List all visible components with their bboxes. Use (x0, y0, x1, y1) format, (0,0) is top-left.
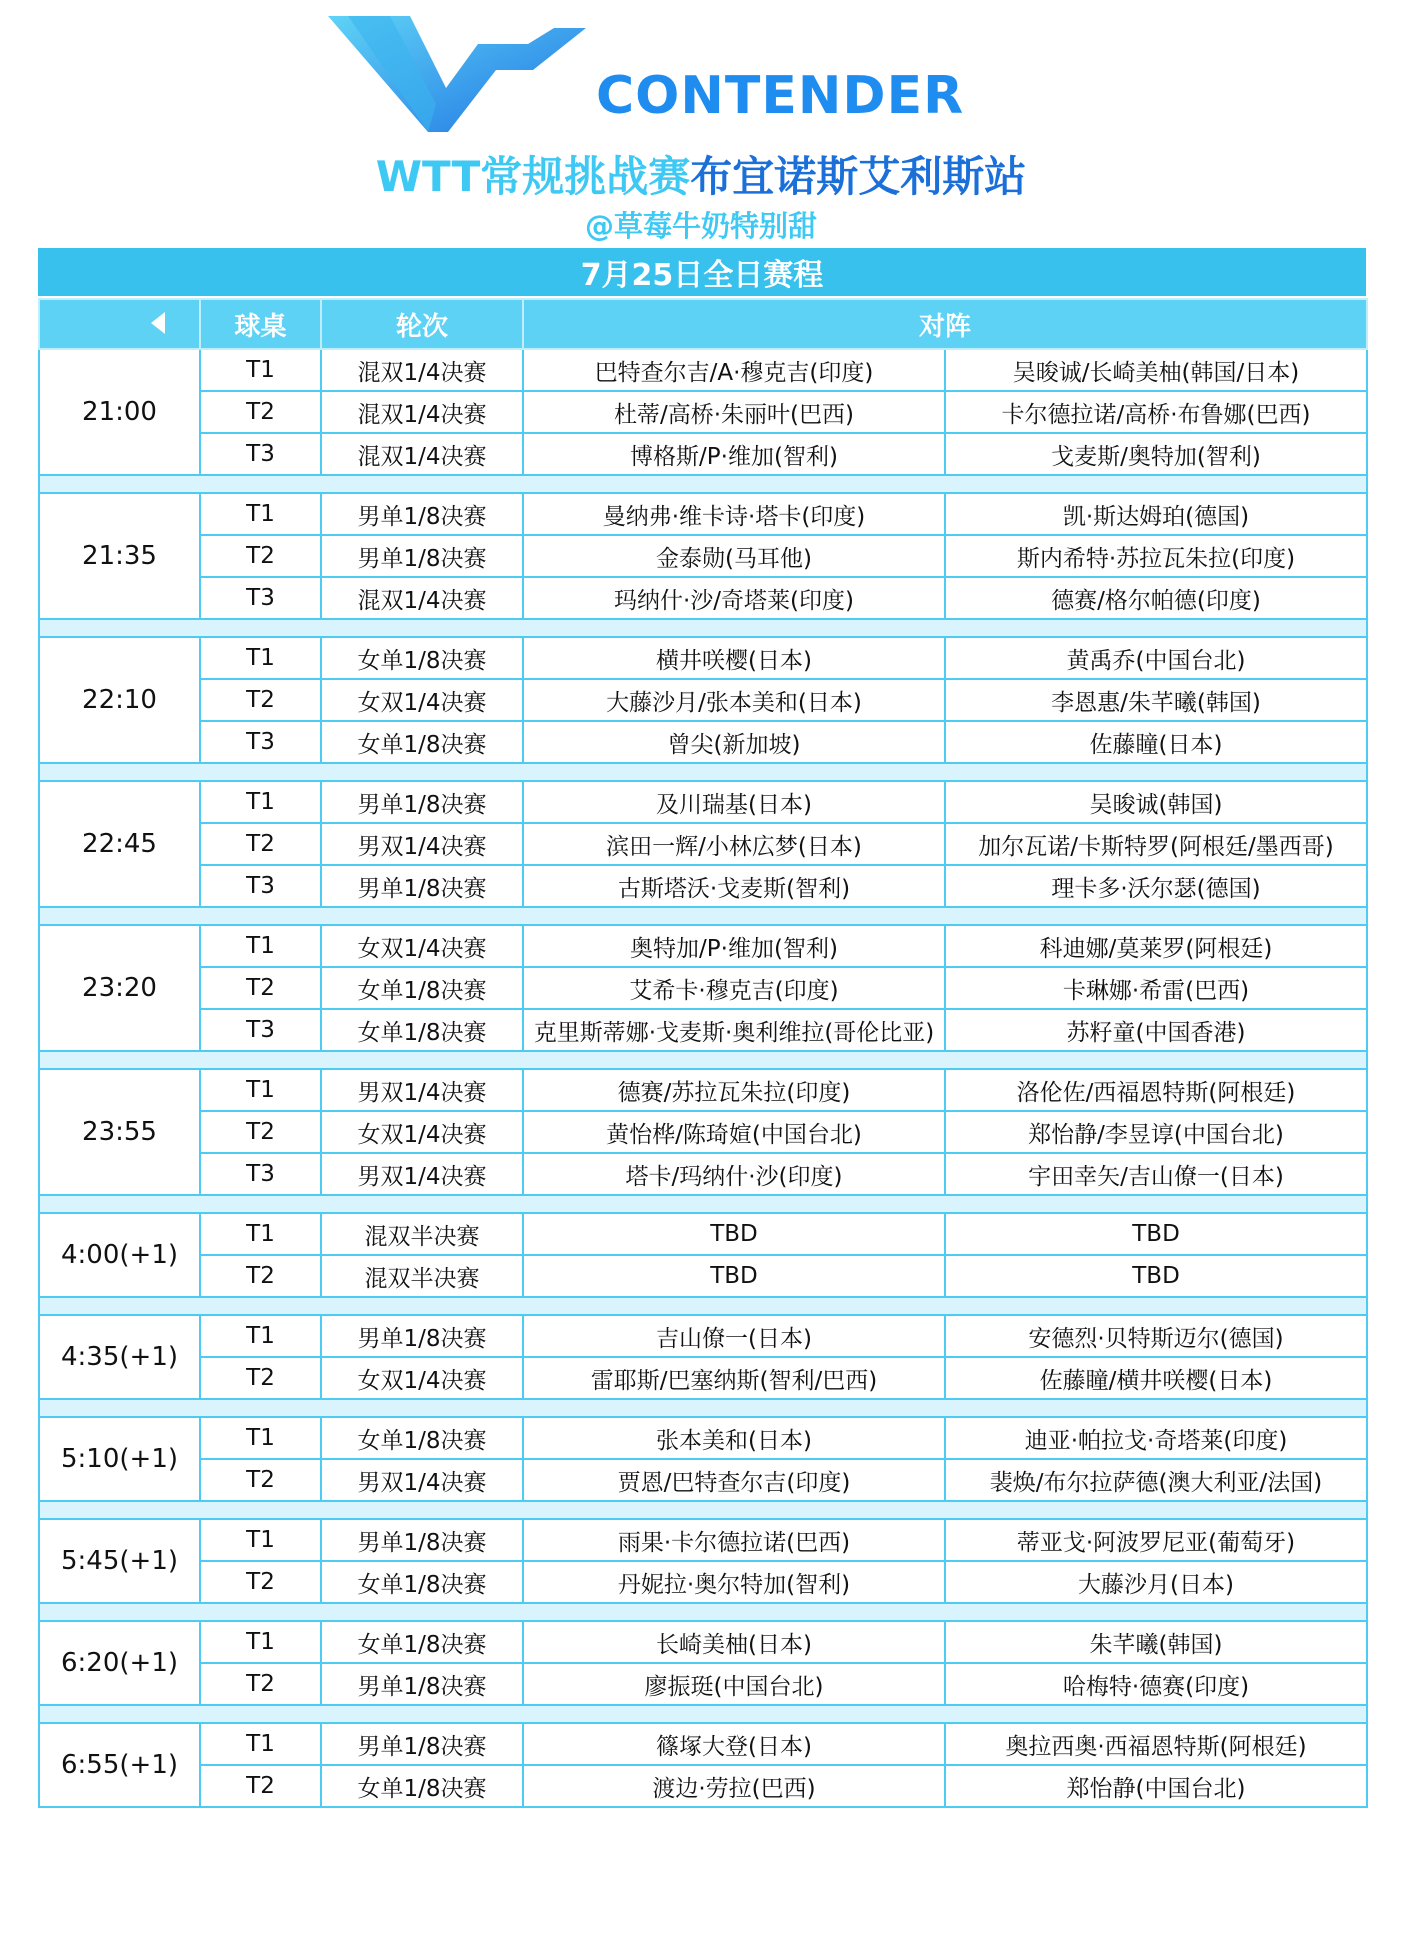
slot-separator (39, 1195, 1367, 1213)
separator-cell (39, 1195, 1367, 1213)
match-round: 混双1/4决赛 (321, 349, 523, 391)
author-credit: @草莓牛奶特别甜 (584, 209, 817, 243)
player-one: 篠塚大登(日本) (523, 1723, 945, 1765)
player-one: 博格斯/P·维加(智利) (523, 433, 945, 475)
time-slot: 4:00(+1) (39, 1213, 200, 1297)
slot-separator (39, 1501, 1367, 1519)
match-round: 男单1/8决赛 (321, 1519, 523, 1561)
separator-cell (39, 1399, 1367, 1417)
match-round: 男单1/8决赛 (321, 781, 523, 823)
match-round: 女双1/4决赛 (321, 925, 523, 967)
player-two: 安德烈·贝特斯迈尔(德国) (945, 1315, 1367, 1357)
table-number: T1 (200, 781, 321, 823)
player-two: 李恩惠/朱芊曦(韩国) (945, 679, 1367, 721)
player-one: 克里斯蒂娜·戈麦斯·奥利维拉(哥伦比亚) (523, 1009, 945, 1051)
separator-cell (39, 475, 1367, 493)
table-number: T1 (200, 1417, 321, 1459)
event-title-city: 布宜诺斯艾利斯站 (690, 152, 1027, 201)
table-number: T1 (200, 1315, 321, 1357)
player-one: 廖振珽(中国台北) (523, 1663, 945, 1705)
match-round: 男单1/8决赛 (321, 1723, 523, 1765)
slot-separator (39, 475, 1367, 493)
match-round: 混双1/4决赛 (321, 577, 523, 619)
schedule-date-title: 7月25日全日赛程 (38, 248, 1366, 298)
slot-separator (39, 1297, 1367, 1315)
table-number: T1 (200, 1723, 321, 1765)
table-number: T2 (200, 535, 321, 577)
table-row (39, 925, 1367, 967)
player-two: 科迪娜/莫莱罗(阿根廷) (945, 925, 1367, 967)
table-header-row (39, 299, 1367, 349)
slot-separator (39, 1399, 1367, 1417)
player-one: 雷耶斯/巴塞纳斯(智利/巴西) (523, 1357, 945, 1399)
table-row (39, 1111, 1367, 1153)
player-two: 郑怡静(中国台北) (945, 1765, 1367, 1807)
player-one: 横井咲樱(日本) (523, 637, 945, 679)
player-two: 蒂亚戈·阿波罗尼亚(葡萄牙) (945, 1519, 1367, 1561)
table-row (39, 1765, 1367, 1807)
table-row (39, 493, 1367, 535)
separator-cell (39, 1705, 1367, 1723)
header-time-cell (39, 299, 200, 349)
time-slot: 5:10(+1) (39, 1417, 200, 1501)
player-one: 吉山僚一(日本) (523, 1315, 945, 1357)
brand-name: CONTENDER (596, 66, 965, 126)
time-slot: 21:35 (39, 493, 200, 619)
table-number: T2 (200, 679, 321, 721)
player-two: 黄禹乔(中国台北) (945, 637, 1367, 679)
table-number: T3 (200, 865, 321, 907)
player-one: 奥特加/P·维加(智利) (523, 925, 945, 967)
player-one: 曾尖(新加坡) (523, 721, 945, 763)
time-slot: 23:20 (39, 925, 200, 1051)
table-number: T3 (200, 1009, 321, 1051)
match-round: 混双1/4决赛 (321, 391, 523, 433)
player-two: 卡尔德拉诺/高桥·布鲁娜(巴西) (945, 391, 1367, 433)
slot-separator (39, 619, 1367, 637)
table-row (39, 1315, 1367, 1357)
slot-separator (39, 1051, 1367, 1069)
header-table: 球桌 (200, 299, 321, 349)
table-row (39, 967, 1367, 1009)
match-round: 女单1/8决赛 (321, 1621, 523, 1663)
table-number: T2 (200, 1459, 321, 1501)
player-two: 洛伦佐/西福恩特斯(阿根廷) (945, 1069, 1367, 1111)
time-slot: 22:45 (39, 781, 200, 907)
table-row (39, 823, 1367, 865)
schedule-table (38, 298, 1368, 1808)
time-slot: 5:45(+1) (39, 1519, 200, 1603)
player-one: TBD (523, 1213, 945, 1255)
time-slot: 23:55 (39, 1069, 200, 1195)
table-row (39, 535, 1367, 577)
player-two: 迪亚·帕拉戈·奇塔莱(印度) (945, 1417, 1367, 1459)
table-number: T2 (200, 1663, 321, 1705)
match-round: 女双1/4决赛 (321, 679, 523, 721)
schedule-body (39, 349, 1367, 1807)
table-number: T2 (200, 823, 321, 865)
match-round: 男单1/8决赛 (321, 493, 523, 535)
player-one: 张本美和(日本) (523, 1417, 945, 1459)
player-two: 裴焕/布尔拉萨德(澳大利亚/法国) (945, 1459, 1367, 1501)
player-two: 佐藤瞳/横井咲樱(日本) (945, 1357, 1367, 1399)
player-one: 渡边·劳拉(巴西) (523, 1765, 945, 1807)
table-row (39, 349, 1367, 391)
player-two: 宇田幸矢/吉山僚一(日本) (945, 1153, 1367, 1195)
event-title-series: WTT常规挑战赛 (375, 152, 691, 201)
table-number: T2 (200, 391, 321, 433)
player-two: 德赛/格尔帕德(印度) (945, 577, 1367, 619)
player-one: TBD (523, 1255, 945, 1297)
player-one: 贾恩/巴特查尔吉(印度) (523, 1459, 945, 1501)
table-number: T1 (200, 637, 321, 679)
table-row (39, 1255, 1367, 1297)
match-round: 男单1/8决赛 (321, 1315, 523, 1357)
match-round: 女单1/8决赛 (321, 1765, 523, 1807)
match-round: 女单1/8决赛 (321, 1417, 523, 1459)
player-one: 艾希卡·穆克吉(印度) (523, 967, 945, 1009)
table-row (39, 1357, 1367, 1399)
player-two: 吴晙诚/长崎美柚(韩国/日本) (945, 349, 1367, 391)
player-one: 玛纳什·沙/奇塔莱(印度) (523, 577, 945, 619)
table-number: T2 (200, 1765, 321, 1807)
separator-cell (39, 1603, 1367, 1621)
event-title (0, 144, 1402, 204)
table-number: T1 (200, 1213, 321, 1255)
player-one: 巴特查尔吉/A·穆克吉(印度) (523, 349, 945, 391)
player-two: 斯内希特·苏拉瓦朱拉(印度) (945, 535, 1367, 577)
player-two: 奥拉西奥·西福恩特斯(阿根廷) (945, 1723, 1367, 1765)
table-row (39, 721, 1367, 763)
slot-separator (39, 1705, 1367, 1723)
player-two: 大藤沙月(日本) (945, 1561, 1367, 1603)
player-two: 吴晙诚(韩国) (945, 781, 1367, 823)
header (0, 0, 1402, 248)
match-round: 男单1/8决赛 (321, 865, 523, 907)
player-one: 及川瑞基(日本) (523, 781, 945, 823)
table-row (39, 1417, 1367, 1459)
table-number: T3 (200, 721, 321, 763)
player-one: 塔卡/玛纳什·沙(印度) (523, 1153, 945, 1195)
slot-separator (39, 1603, 1367, 1621)
player-two: TBD (945, 1213, 1367, 1255)
table-number: T2 (200, 1561, 321, 1603)
table-number: T1 (200, 925, 321, 967)
player-two: 郑怡静/李昱谆(中国台北) (945, 1111, 1367, 1153)
player-two: 加尔瓦诺/卡斯特罗(阿根廷/墨西哥) (945, 823, 1367, 865)
table-number: T1 (200, 1621, 321, 1663)
table-row (39, 781, 1367, 823)
separator-cell (39, 1051, 1367, 1069)
match-round: 男单1/8决赛 (321, 1663, 523, 1705)
match-round: 女双1/4决赛 (321, 1357, 523, 1399)
header-matchup: 对阵 (523, 299, 1367, 349)
table-number: T2 (200, 1357, 321, 1399)
table-row (39, 1069, 1367, 1111)
header-round: 轮次 (321, 299, 523, 349)
time-slot: 6:20(+1) (39, 1621, 200, 1705)
match-round: 男双1/4决赛 (321, 1459, 523, 1501)
table-row (39, 1561, 1367, 1603)
player-two: TBD (945, 1255, 1367, 1297)
time-slot: 6:55(+1) (39, 1723, 200, 1807)
player-one: 古斯塔沃·戈麦斯(智利) (523, 865, 945, 907)
table-row (39, 433, 1367, 475)
player-one: 大藤沙月/张本美和(日本) (523, 679, 945, 721)
separator-cell (39, 1297, 1367, 1315)
table-row (39, 865, 1367, 907)
player-two: 凯·斯达姆珀(德国) (945, 493, 1367, 535)
table-number: T2 (200, 1255, 321, 1297)
table-number: T1 (200, 493, 321, 535)
separator-cell (39, 907, 1367, 925)
match-round: 男单1/8决赛 (321, 535, 523, 577)
time-slot: 22:10 (39, 637, 200, 763)
match-round: 男双1/4决赛 (321, 1153, 523, 1195)
match-round: 女单1/8决赛 (321, 721, 523, 763)
player-two: 哈梅特·德赛(印度) (945, 1663, 1367, 1705)
separator-cell (39, 619, 1367, 637)
match-round: 男双1/4决赛 (321, 823, 523, 865)
player-one: 滨田一辉/小林広梦(日本) (523, 823, 945, 865)
table-number: T2 (200, 967, 321, 1009)
left-arrow-icon[interactable] (151, 312, 165, 334)
table-row (39, 1519, 1367, 1561)
player-one: 黄怡桦/陈琦媗(中国台北) (523, 1111, 945, 1153)
match-round: 女双1/4决赛 (321, 1111, 523, 1153)
player-one: 曼纳弗·维卡诗·塔卡(印度) (523, 493, 945, 535)
player-one: 金泰勋(马耳他) (523, 535, 945, 577)
player-two: 苏籽童(中国香港) (945, 1009, 1367, 1051)
table-row (39, 1621, 1367, 1663)
match-round: 混双半决赛 (321, 1213, 523, 1255)
match-round: 混双1/4决赛 (321, 433, 523, 475)
player-one: 雨果·卡尔德拉诺(巴西) (523, 1519, 945, 1561)
player-two: 朱芊曦(韩国) (945, 1621, 1367, 1663)
schedule (38, 248, 1366, 1808)
slot-separator (39, 763, 1367, 781)
player-two: 佐藤瞳(日本) (945, 721, 1367, 763)
match-round: 男双1/4决赛 (321, 1069, 523, 1111)
table-row (39, 1213, 1367, 1255)
table-row (39, 1153, 1367, 1195)
table-row (39, 679, 1367, 721)
table-number: T1 (200, 1519, 321, 1561)
player-one: 长崎美柚(日本) (523, 1621, 945, 1663)
table-number: T1 (200, 1069, 321, 1111)
table-row (39, 1723, 1367, 1765)
player-two: 理卡多·沃尔瑟(德国) (945, 865, 1367, 907)
player-one: 丹妮拉·奥尔特加(智利) (523, 1561, 945, 1603)
slot-separator (39, 907, 1367, 925)
player-two: 卡琳娜·希雷(巴西) (945, 967, 1367, 1009)
table-number: T3 (200, 1153, 321, 1195)
player-one: 杜蒂/高桥·朱丽叶(巴西) (523, 391, 945, 433)
match-round: 女单1/8决赛 (321, 1009, 523, 1051)
table-row (39, 1009, 1367, 1051)
match-round: 混双半决赛 (321, 1255, 523, 1297)
table-row (39, 391, 1367, 433)
table-number: T3 (200, 433, 321, 475)
time-slot: 21:00 (39, 349, 200, 475)
table-number: T1 (200, 349, 321, 391)
time-slot: 4:35(+1) (39, 1315, 200, 1399)
table-number: T3 (200, 577, 321, 619)
table-row (39, 1663, 1367, 1705)
match-round: 女单1/8决赛 (321, 1561, 523, 1603)
table-number: T2 (200, 1111, 321, 1153)
player-one: 德赛/苏拉瓦朱拉(印度) (523, 1069, 945, 1111)
separator-cell (39, 1501, 1367, 1519)
table-row (39, 637, 1367, 679)
table-row (39, 577, 1367, 619)
separator-cell (39, 763, 1367, 781)
table-row (39, 1459, 1367, 1501)
wtt-logo-icon (328, 10, 586, 135)
match-round: 女单1/8决赛 (321, 967, 523, 1009)
player-two: 戈麦斯/奥特加(智利) (945, 433, 1367, 475)
match-round: 女单1/8决赛 (321, 637, 523, 679)
